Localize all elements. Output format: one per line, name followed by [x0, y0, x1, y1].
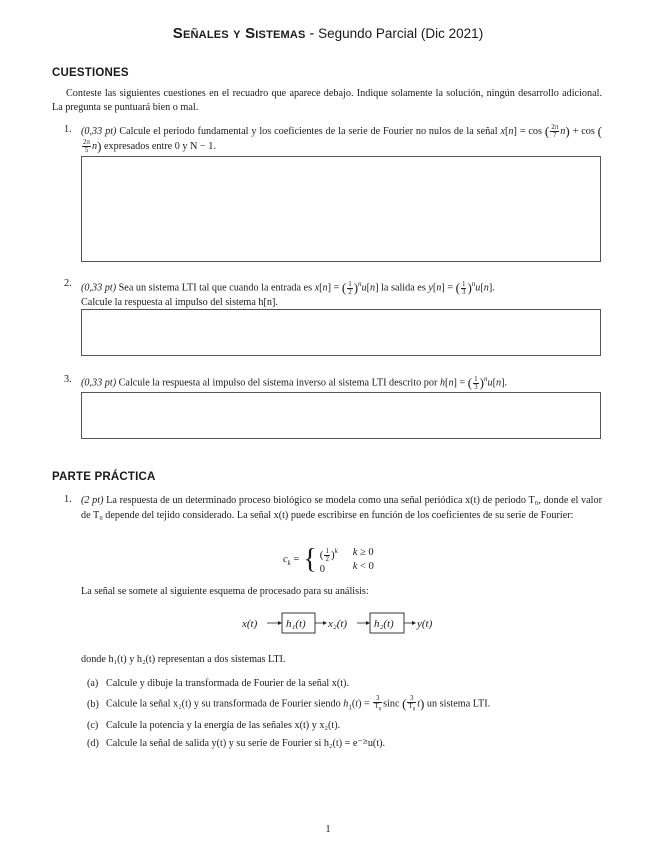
page-title — [0, 25, 656, 43]
practica-heading: PARTE PRÁCTICA — [52, 471, 156, 483]
q3-text-a: Calcule la respuesta al impulso del sistema inverso al sistema LTI descrito por — [118, 377, 438, 389]
q1-text: (0,33 pt) Calcule el periodo fundamental y los coeficientes de la serie de Fourier no nulos de la señal x[n] = cos ( $\frac{2\pi}{7}$ n) + cos ( $\frac{2\pi}{5}$ n) expresados entre 0 y N − 1. — [81, 123, 603, 155]
q2-answer-box[interactable] — [81, 309, 601, 356]
q3-text: (0,33 pt) Calcule la respuesta al impulso del sistema inverso al sistema LTI descrito por h[n] = ( $\frac{1}{3}$ )$^n$u[n]. — [81, 374, 508, 391]
cuestiones-intro: Conteste las siguientes cuestiones en el recuadro que aparece debajo. Indique solamente la solución, ningún desarrollo adicional. La pregunta se puntuará bien o mal. — [52, 88, 602, 113]
q2-text-b: la salida es — [381, 282, 426, 294]
exam-subtitle: Segundo Parcial (Dic 2021) — [318, 26, 484, 41]
diagram-label-x2: x₂(t) — [328, 618, 348, 630]
diagram-label-h2: h₂(t) — [374, 618, 394, 630]
diagram-label-h1: h₁(t) — [286, 618, 306, 630]
q1-number: 1. — [64, 124, 72, 135]
cuestiones-heading: CUESTIONES — [52, 67, 129, 79]
sub-b-label: (b) — [87, 699, 99, 710]
sub-c-text: Calcule la potencia y la energía de las señales x(t) y x₂(t). — [106, 720, 341, 731]
diagram-label-y: y(t) — [417, 618, 433, 630]
p1-points: (2 pt) — [81, 495, 104, 506]
q1-answer-box[interactable] — [81, 156, 601, 262]
sub-d-label: (d) — [87, 738, 99, 749]
q2-points: (0,33 pt) — [81, 282, 117, 294]
sub-b-text-1: Calcule la señal x₂(t) y su transformada de Fourier siendo — [106, 698, 341, 710]
p1-text — [81, 494, 602, 523]
q1-points: (0,33 pt) — [81, 125, 117, 137]
fourier-coefficients-equation: $c_k$ = { ( $\frac{1}{2}$ )$^k$ 0 k ≥ 0 k < 0 — [283, 544, 374, 576]
sub-a-label: (a) — [87, 678, 99, 689]
p1-where-text: donde h₁(t) y h₂(t) representan a dos sistemas LTI. — [81, 654, 286, 665]
q1-text-a: Calcule el periodo fundamental y los coeficientes de la serie de Fourier no nulos de la señal — [119, 125, 498, 137]
sub-a-text: Calcule y dibuje la transformada de Fourier de la señal x(t). — [106, 678, 349, 689]
course-title: Señales y Sistemas — [172, 25, 306, 42]
p1-scheme-intro: La señal se somete al siguiente esquema de procesado para su análisis: — [81, 586, 369, 597]
sub-c-label: (c) — [87, 720, 99, 731]
page-number: 1 — [325, 824, 331, 835]
processing-block-diagram — [236, 606, 446, 640]
q2-text: (0,33 pt) Sea un sistema LTI tal que cuando la entrada es x[n] = ( $\frac{1}{2}$ )$^n$u[n] la salida es y[n] = ( $\frac{1}{3}$ )$^n$u[n]. Calcule la respuesta al impulso del sistema h[n]. — [81, 279, 495, 308]
q1-text-b: expresados entre 0 y N − 1. — [104, 141, 216, 153]
diagram-label-x: x(t) — [242, 618, 258, 630]
q3-answer-box[interactable] — [81, 392, 601, 439]
sub-b-text-2: un sistema LTI. — [426, 698, 491, 710]
q2-text-c: Calcule la respuesta al impulso del sistema h[n]. — [81, 296, 278, 308]
q2-number: 2. — [64, 278, 72, 289]
sub-d-text: Calcule la señal de salida y(t) y su serie de Fourier si h₂(t) = e⁻²ᵗu(t). — [106, 738, 386, 749]
p1-number: 1. — [64, 494, 72, 505]
q3-number: 3. — [64, 374, 72, 385]
p1-statement: La respuesta de un determinado proceso biológico se modela como una señal periódica x(t) de periodo T₀, donde el valor de T₀ depende del tejido considerado. La señal x(t) puede escribirse en función de los coeficientes de su serie de Fourier: — [81, 495, 602, 521]
q2-text-a: Sea un sistema LTI tal que cuando la entrada es — [118, 282, 313, 294]
title-separator: - — [309, 25, 315, 42]
q3-points: (0,33 pt) — [81, 377, 117, 389]
sub-b-text: Calcule la señal x₂(t) y su transformada de Fourier siendo $h_1(t)$ = $\frac{3}{T_0}$ sinc ( $\frac{3}{T_0}$ t) un sistema LTI. — [106, 694, 491, 713]
q1-formula: x — [500, 125, 505, 137]
